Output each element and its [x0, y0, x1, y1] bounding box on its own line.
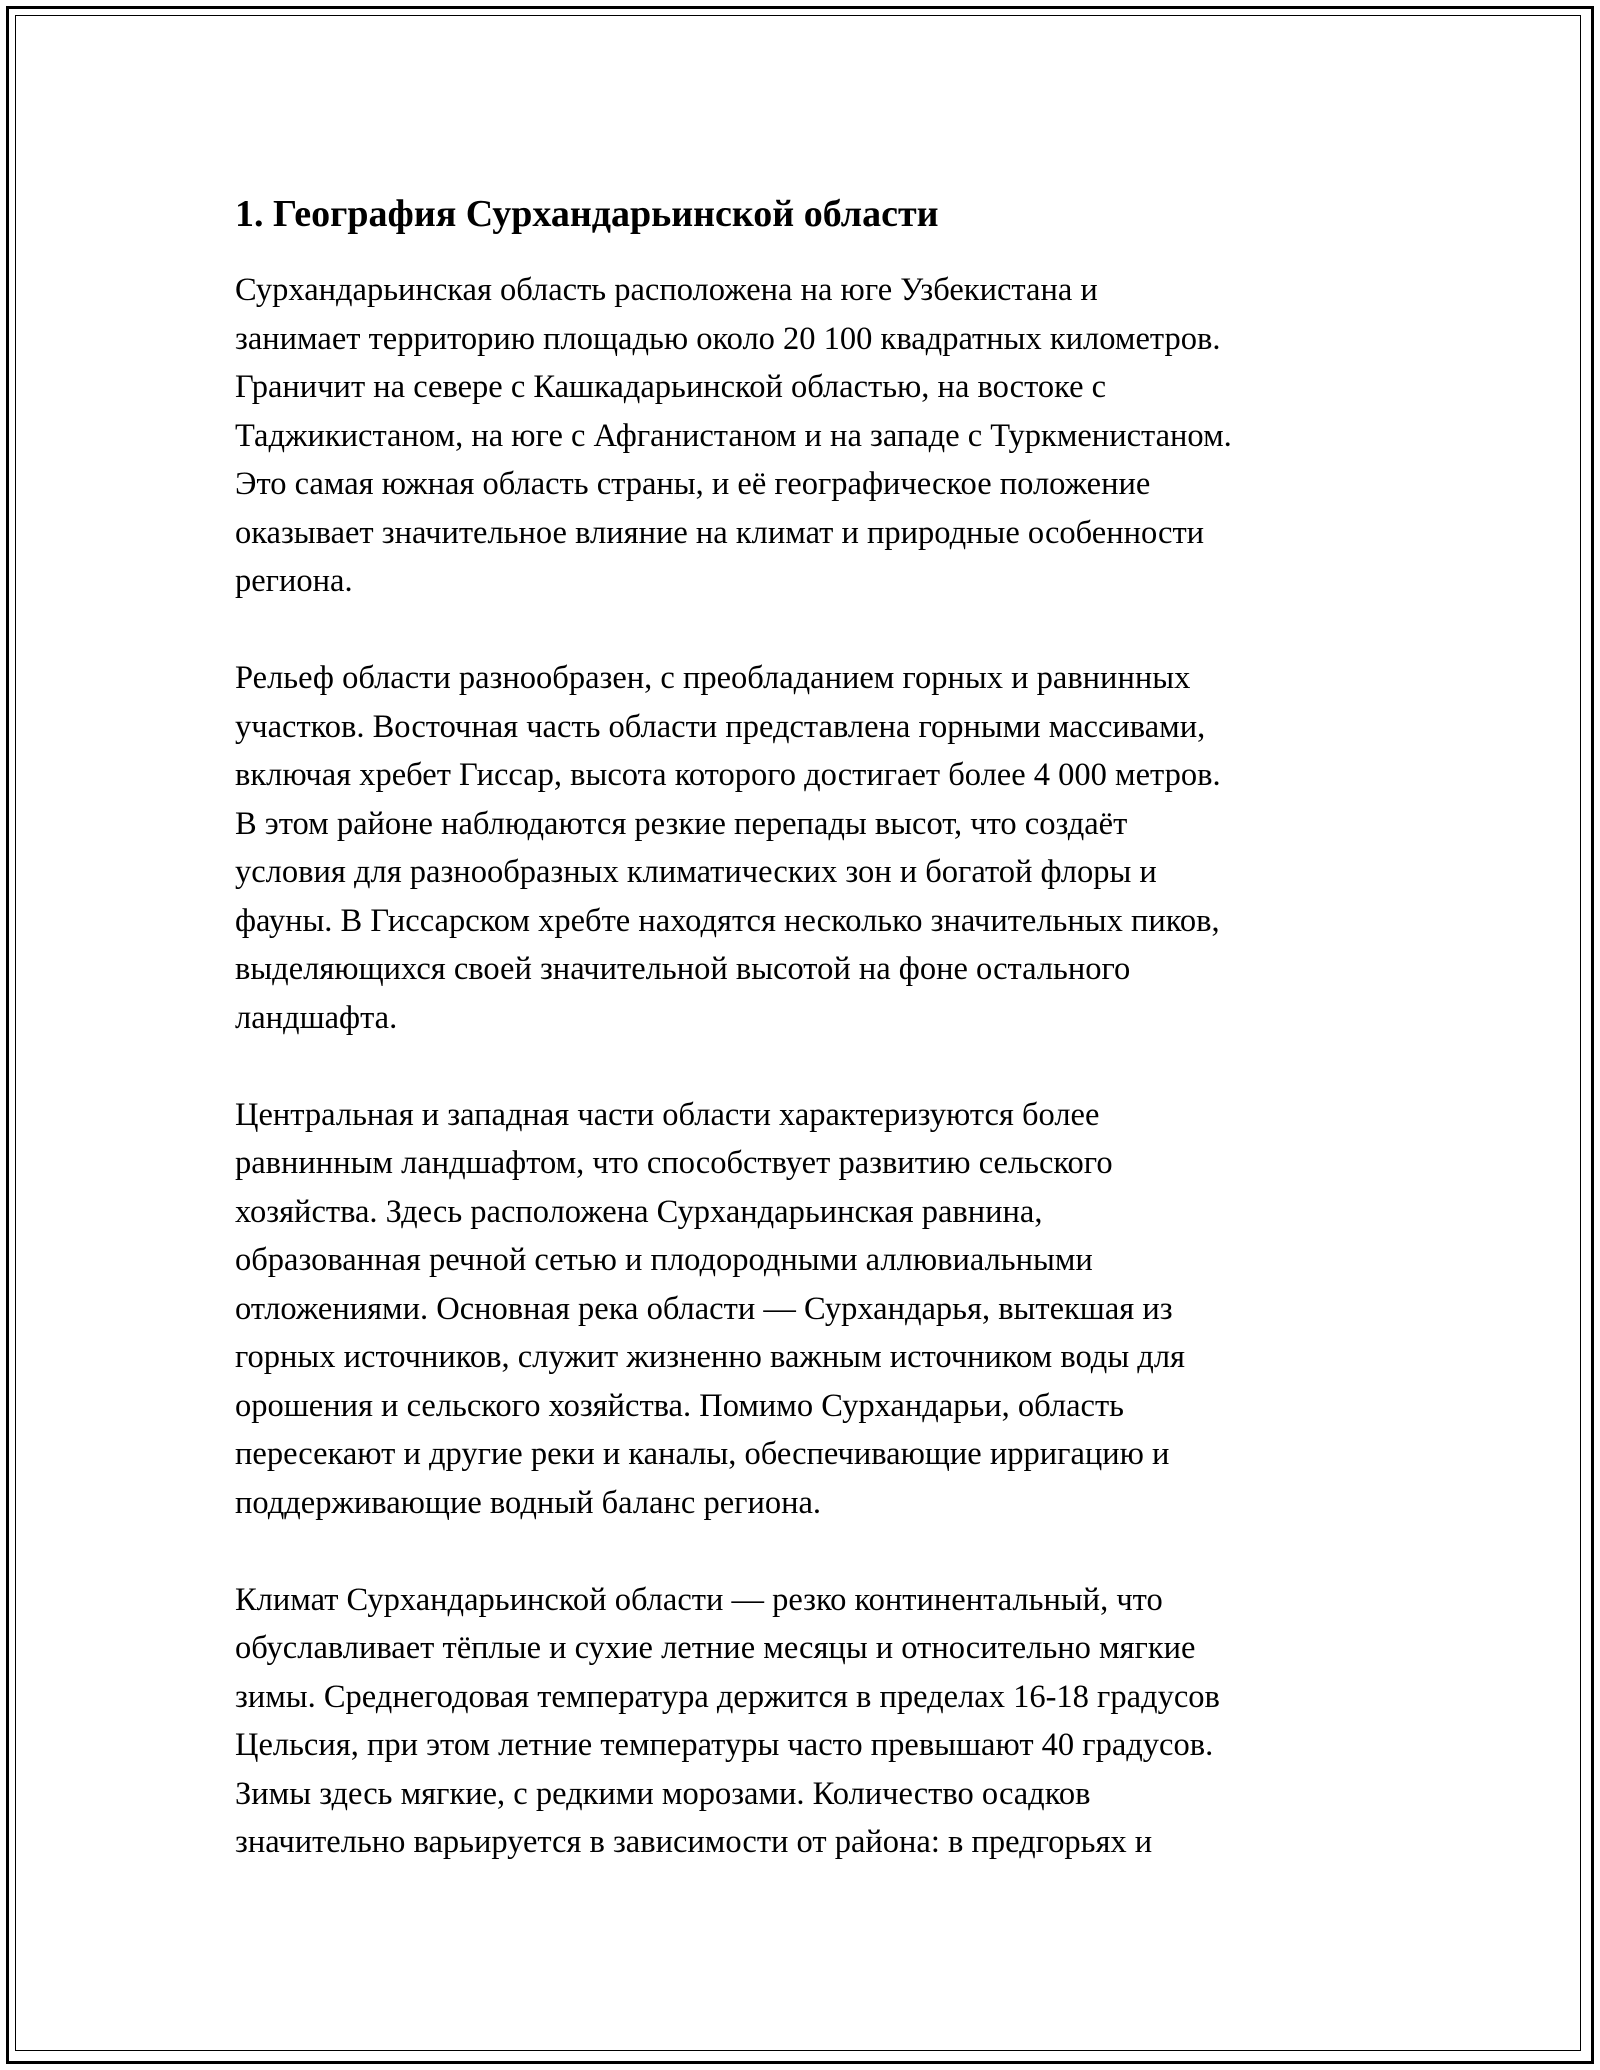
text-line: Граничит на севере с Кашкадарьинской областью, на востоке с	[235, 369, 1107, 405]
text-line: равнинным ландшафтом, что способствует развитию сельского	[235, 1145, 1113, 1181]
text-line: Климат Сурхандарьинской области — резко континентальный, что	[235, 1581, 1163, 1618]
text-line: включая хребет Гиссар, высота которого достигает более 4 000 метров.	[235, 757, 1221, 793]
text-line: Цельсия, при этом летние температуры часто превышают 40 градусов.	[235, 1727, 1214, 1763]
text-line: орошения и сельского хозяйства. Помимо Сурхандарьи, область	[235, 1387, 1124, 1424]
text-line: значительно варьируется в зависимости от района: в предгорьях и	[235, 1824, 1153, 1860]
text-line: региона.	[235, 563, 353, 599]
text-line: Рельеф области разнообразен, с преобладанием горных и равнинных	[235, 660, 1191, 696]
document-body	[235, 186, 1395, 1867]
text-line: поддерживающие водный баланс региона.	[235, 1484, 822, 1521]
paragraph-climate	[235, 1576, 1395, 1867]
text-line: фауны. В Гиссарском хребте находятся несколько значительных пиков,	[235, 902, 1220, 939]
text-line: обуславливает тёплые и сухие летние месяцы и относительно мягкие	[235, 1630, 1196, 1666]
text-line: оказывает значительное влияние на климат и природные особенности	[235, 514, 1205, 551]
text-line: образованная речной сетью и плодородными аллювиальными	[235, 1242, 1093, 1278]
text-line: хозяйства. Здесь расположена Сурхандарьинская равнина,	[235, 1193, 1043, 1230]
text-line: пересекают и другие реки и каналы, обеспечивающие ирригацию и	[235, 1436, 1170, 1472]
text-line: горных источников, служит жизненно важным источником воды для	[235, 1339, 1185, 1375]
paragraph-plains-rivers	[235, 1091, 1395, 1528]
section-title: 1. География Сурхандарьинской области	[235, 193, 939, 235]
text-line: зимы. Среднегодовая температура держится в пределах 16-18 градусов	[235, 1678, 1220, 1715]
text-line: Центральная и западная части области характеризуются более	[235, 1096, 1100, 1133]
text-line: Зимы здесь мягкие, с редкими морозами. Количество осадков	[235, 1775, 1091, 1812]
text-line: Сурхандарьинская область расположена на юге Узбекистана и	[235, 272, 1098, 308]
paragraph-geography-location	[235, 266, 1395, 606]
text-line: Таджикистаном, на юге с Афганистаном и на западе с Туркменистаном.	[235, 417, 1232, 454]
text-line: В этом районе наблюдаются резкие перепады высот, что создаёт	[235, 805, 1128, 842]
text-line: выделяющихся своей значительной высотой на фоне остального	[235, 951, 1131, 987]
text-line: занимает территорию площадью около 20 100 квадратных километров.	[235, 320, 1221, 357]
paragraph-relief	[235, 654, 1395, 1042]
text-line: ландшафта.	[235, 999, 398, 1036]
text-line: Это самая южная область страны, и её географическое положение	[235, 466, 1151, 502]
text-line: отложениями. Основная река области — Сурхандарья, вытекшая из	[235, 1290, 1173, 1327]
text-line: участков. Восточная часть области представлена горными массивами,	[235, 708, 1206, 745]
text-line: условия для разнообразных климатических зон и богатой флоры и	[235, 854, 1157, 890]
